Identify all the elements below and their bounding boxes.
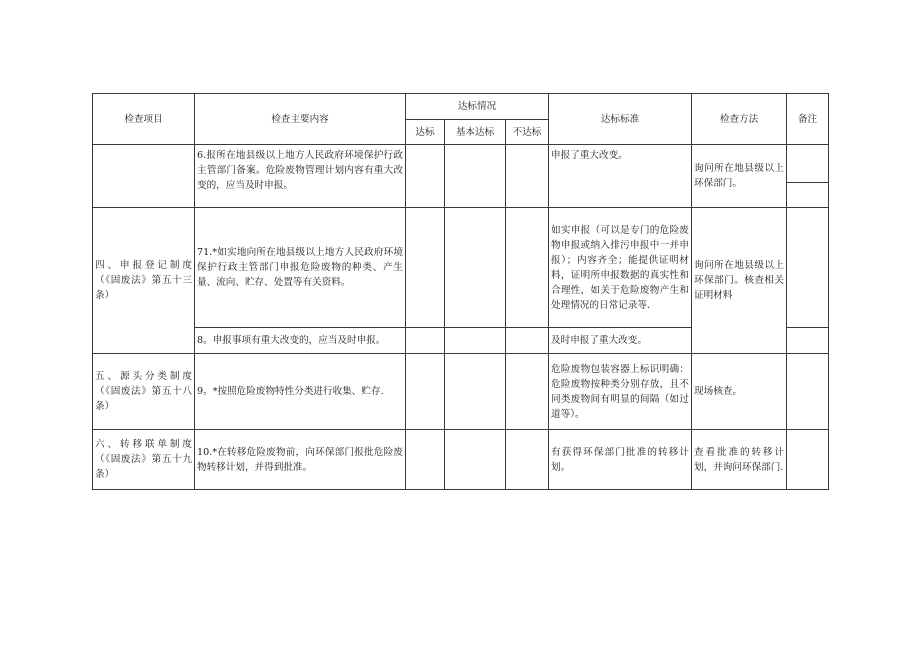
method-cell: 询问所在地县级以上环保部门。核查相关证明材料 (692, 208, 787, 354)
section-item-cell: 六、转移联单制度（《固废法》第五十九条） (93, 430, 195, 490)
remarks-cell (787, 430, 829, 490)
remarks-cell (787, 328, 829, 354)
header-method: 检查方法 (692, 94, 787, 145)
content-cell: 6.报所在地县级以上地方人民政府环境保护行政主管部门备案。危险废物管理计划内容有重大改变的，应当及时申报。 (195, 145, 406, 208)
table-row (93, 430, 829, 490)
remarks-cell (787, 183, 829, 208)
method-cell: 询问所在地县级以上环保部门。 (692, 145, 787, 208)
status-basic-cell (445, 430, 506, 490)
table-row (93, 354, 829, 430)
status-pass-cell (406, 208, 445, 328)
status-pass-cell (406, 328, 445, 354)
table-row (93, 145, 829, 183)
header-standard: 达标标准 (549, 94, 692, 145)
remarks-cell (787, 208, 829, 328)
header-status-group: 达标情况 (406, 94, 549, 120)
status-fail-cell (506, 354, 549, 430)
standard-cell: 申报了重大改变。 (549, 145, 692, 208)
status-fail-cell (506, 430, 549, 490)
remarks-cell (787, 145, 829, 183)
header-status-fail: 不达标 (506, 120, 549, 145)
standard-cell: 及时申报了重大改变。 (549, 328, 692, 354)
status-pass-cell (406, 145, 445, 208)
header-content: 检查主要内容 (195, 94, 406, 145)
status-basic-cell (445, 354, 506, 430)
status-pass-cell (406, 430, 445, 490)
method-cell: 查看批准的转移计划，并询问环保部门. (692, 430, 787, 490)
content-cell: 10.*在转移危险废物前，向环保部门报批危险废物转移计划，并得到批准。 (195, 430, 406, 490)
item-cell-empty (93, 145, 195, 208)
content-cell: 8。申报事项有重大改变的，应当及时申报。 (195, 328, 406, 354)
header-remarks: 备注 (787, 94, 829, 145)
header-row (93, 94, 829, 120)
remarks-cell (787, 354, 829, 430)
status-basic-cell (445, 328, 506, 354)
standard-cell: 危险废物包装容器上标识明确：危险废物按种类分别存放，且不同类废物间有明显的间隔（如过道等）。 (549, 354, 692, 430)
section-item-cell: 五、源头分类制度（《固废法》第五十八条） (93, 354, 195, 430)
table-row (93, 208, 829, 328)
header-item: 检查项目 (93, 94, 195, 145)
status-fail-cell (506, 208, 549, 328)
section-item-cell: 四、申报登记制度（《固废法》第五十三条） (93, 208, 195, 354)
inspection-table (92, 93, 829, 490)
status-basic-cell (445, 145, 506, 208)
status-fail-cell (506, 328, 549, 354)
standard-cell: 如实申报（可以是专门的危险废物申报或纳入排污申报中一并申报）；内容齐全；能提供证明材料，证明所申报数据的真实性和合理性，如关于危险废物产生和处理情况的日常记录等. (549, 208, 692, 328)
header-status-pass: 达标 (406, 120, 445, 145)
status-pass-cell (406, 354, 445, 430)
status-fail-cell (506, 145, 549, 208)
status-basic-cell (445, 208, 506, 328)
content-cell: 71.*如实地向所在地县级以上地方人民政府环境保护行政主管部门申报危险废物的种类、产生量、流向、贮存、处置等有关资料。 (195, 208, 406, 328)
method-cell: 现场核查。 (692, 354, 787, 430)
content-cell: 9。*按照危险废物特性分类进行收集、贮存. (195, 354, 406, 430)
inspection-table-container (92, 93, 829, 490)
standard-cell: 有获得环保部门批准的转移计划。 (549, 430, 692, 490)
header-status-basic: 基本达标 (445, 120, 506, 145)
